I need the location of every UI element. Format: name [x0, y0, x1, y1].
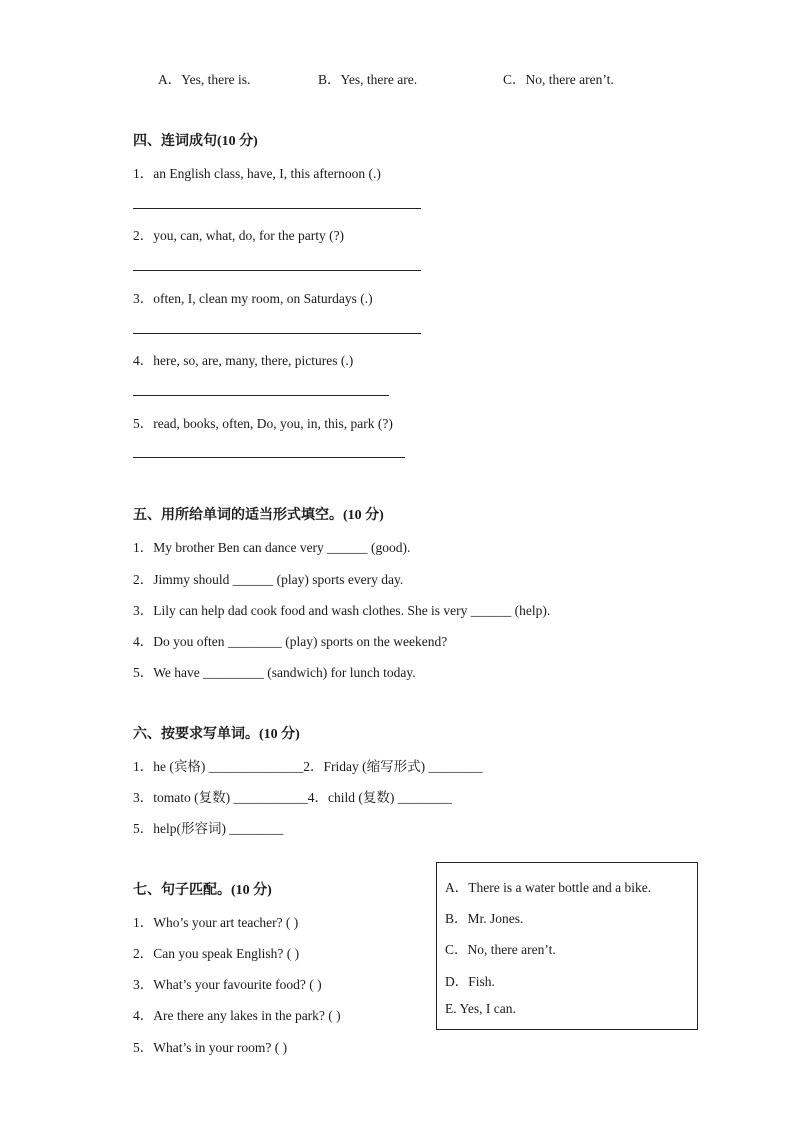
section6-item-1: 1．he (宾格) ______________2．Friday (缩写形式) ________	[133, 759, 483, 774]
answer-line-3[interactable]	[133, 333, 421, 334]
section6-score: (10 分)	[259, 727, 300, 742]
answer-line-4[interactable]	[133, 395, 389, 396]
section5-item-1: 1．My brother Ben can dance very ______ (good).	[133, 540, 411, 555]
section7-title: 七、句子匹配。	[133, 882, 231, 898]
section5-title: 五、用所给单词的适当形式填空。	[133, 507, 343, 523]
match-option-a: A．There is a water bottle and a bike.	[445, 880, 652, 895]
section6-heading	[133, 723, 300, 743]
answer-line-2[interactable]	[133, 270, 421, 271]
section7-item-1: 1．Who’s your art teacher? ( )	[133, 915, 299, 930]
section4-item-2: 2．you, can, what, do, for the party (?)	[133, 228, 345, 243]
option-b: B．Yes, there are.	[318, 72, 418, 87]
section7-item-4: 4．Are there any lakes in the park? ( )	[133, 1008, 341, 1023]
answer-line-1[interactable]	[133, 208, 421, 209]
section4-item-1: 1．an English class, have, I, this afternoon (.)	[133, 166, 381, 181]
section6-item-3: 5．help(形容词) ________	[133, 821, 284, 836]
section5-item-5: 5．We have _________ (sandwich) for lunch today.	[133, 665, 416, 680]
section5-heading	[133, 504, 384, 524]
section5-score: (10 分)	[343, 508, 384, 523]
section5-item-2: 2．Jimmy should ______ (play) sports every day.	[133, 572, 404, 587]
section4-item-4: 4．here, so, are, many, there, pictures (.)	[133, 353, 354, 368]
match-option-b: B．Mr. Jones.	[445, 911, 524, 926]
section6-title: 六、按要求写单词。	[133, 726, 259, 742]
section7-heading	[133, 879, 272, 899]
match-option-c: C．No, there aren’t.	[445, 942, 556, 957]
match-option-e: E. Yes, I can.	[445, 1001, 516, 1016]
section6-item-2: 3．tomato (复数) ___________4．child (复数) ________	[133, 790, 452, 805]
section7-item-3: 3．What’s your favourite food? ( )	[133, 977, 322, 992]
option-a: A．Yes, there is.	[158, 72, 251, 87]
section5-item-4: 4．Do you often ________ (play) sports on the weekend?	[133, 634, 448, 649]
section7-item-5: 5．What’s in your room? ( )	[133, 1040, 288, 1055]
match-option-d: D．Fish.	[445, 974, 495, 989]
answer-line-5[interactable]	[133, 457, 405, 458]
section4-heading	[133, 130, 258, 150]
section5-item-3: 3．Lily can help dad cook food and wash clothes. She is very ______ (help).	[133, 603, 551, 618]
section4-score: (10 分)	[217, 134, 258, 149]
option-c: C．No, there aren’t.	[503, 72, 614, 87]
section4-item-3: 3．often, I, clean my room, on Saturdays (.)	[133, 291, 373, 306]
section7-item-2: 2．Can you speak English? ( )	[133, 946, 300, 961]
section4-title: 四、连词成句	[133, 133, 217, 149]
section4-item-5: 5．read, books, often, Do, you, in, this, park (?)	[133, 416, 393, 431]
section7-score: (10 分)	[231, 883, 272, 898]
